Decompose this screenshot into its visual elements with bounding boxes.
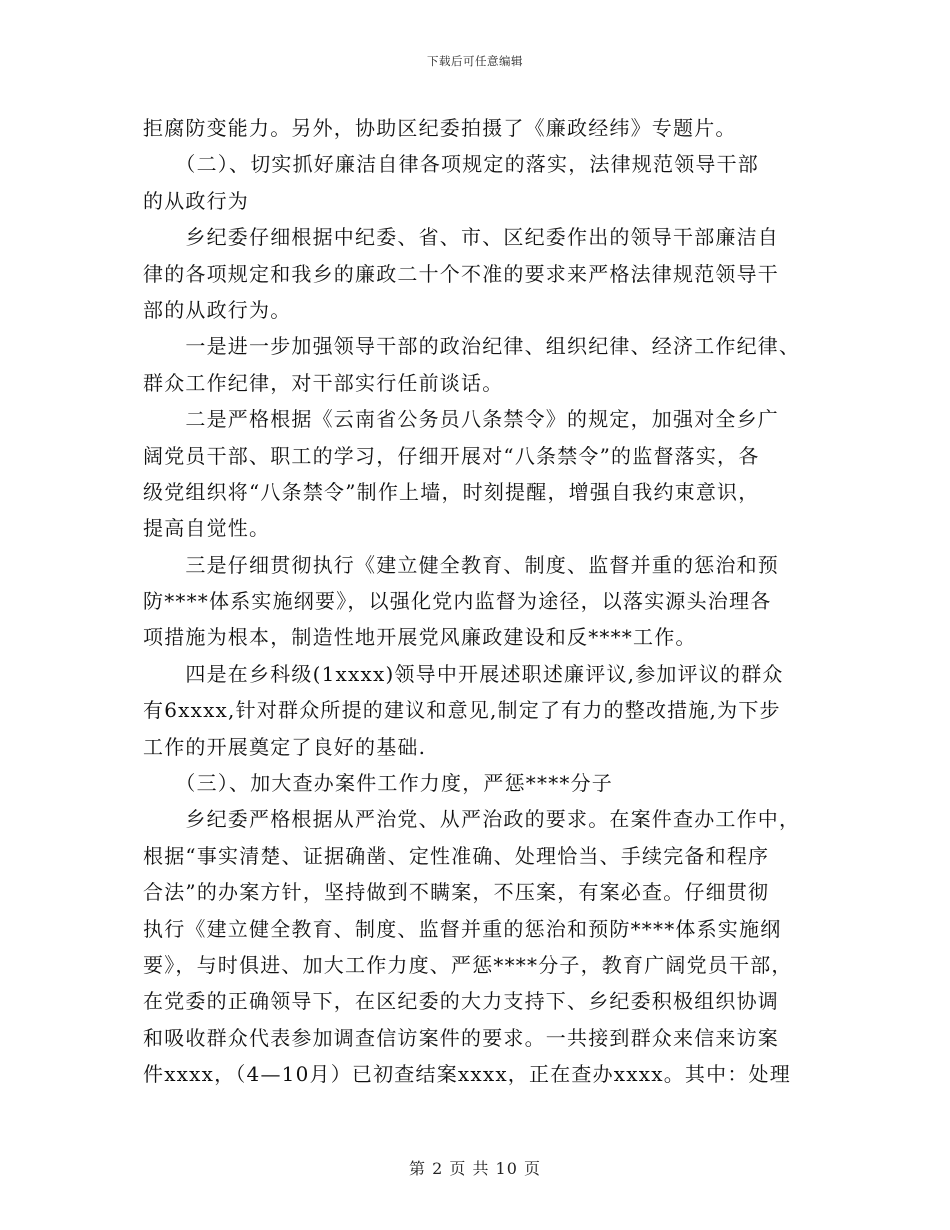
- body-line: 根据“事实清楚、证据确凿、定性准确、处理恰当、手续完备和程序: [143, 843, 770, 868]
- body-line: 乡纪委严格根据从严治党、从严治政的要求。在案件查办工作中，: [143, 807, 801, 832]
- body-line: 阔党员干部、职工的学习，仔细开展对“八条禁令”的监督落实，各: [143, 443, 760, 468]
- body-line: 四是在乡科级(1xxxx)领导中开展述职述廉评议,参加评议的群众: [143, 661, 784, 686]
- body-line: 三是仔细贯彻执行《建立健全教育、制度、监督并重的惩治和预: [143, 552, 779, 577]
- body-line: 工作的开展奠定了良好的基础.: [143, 734, 427, 759]
- body-line: 要》，与时俱进、加大工作力度、严惩****分子，教育广阔党员干部，: [143, 952, 793, 977]
- body-line: 合法”的办案方针，坚持做到不瞒案，不压案，有案必查。仔细贯彻: [143, 880, 770, 905]
- page-header-note: 下载后可任意编辑: [427, 54, 523, 68]
- body-line: 执行《建立健全教育、制度、监督并重的惩治和预防****体系实施纲: [143, 916, 782, 941]
- body-line: 乡纪委仔细根据中纪委、省、市、区纪委作出的领导干部廉洁自: [143, 225, 779, 250]
- body-line: 部的从政行为。: [143, 297, 292, 322]
- body-line: 防****体系实施纲要》，以强化党内监督为途径，以落实源头治理各: [143, 589, 772, 614]
- body-line: 有6xxxx,针对群众所提的建议和意见,制定了有力的整改措施,为下步: [143, 698, 781, 723]
- body-line: （二）、切实抓好廉洁自律各项规定的落实，法律规范领导干部: [143, 152, 759, 177]
- body-line: 二是严格根据《云南省公务员八条禁令》的规定，加强对全乡广: [143, 407, 779, 432]
- body-line: 一是进一步加强领导干部的政治纪律、组织纪律、经济工作纪律、: [143, 334, 801, 359]
- body-line: 拒腐防变能力。另外，协助区纪委拍摄了《廉政经纬》专题片。: [143, 116, 737, 140]
- body-line: 群众工作纪律，对干部实行任前谈话。: [143, 370, 504, 395]
- body-line: 项措施为根本，制造性地开展党风廉政建设和反****工作。: [143, 625, 697, 650]
- body-line: 级党组织将“八条禁令”制作上墙，时刻提醒，增强自我约束意识，: [143, 479, 760, 504]
- body-line: 提高自觉性。: [143, 516, 271, 541]
- body-line: 律的各项规定和我乡的廉政二十个不准的要求来严格法律规范领导干: [143, 261, 779, 286]
- body-line: 在党委的正确领导下，在区纪委的大力支持下、乡纪委积极组织协调: [143, 989, 779, 1014]
- body-line: 件xxxx，（4—10月）已初查结案xxxx，正在查办xxxx。其中：处理: [143, 1062, 791, 1087]
- body-line: 和吸收群众代表参加调查信访案件的要求。一共接到群众来信来访案: [143, 1025, 779, 1050]
- document-body: [143, 110, 808, 1093]
- body-line: （三）、加大查办案件工作力度，严惩****分子: [143, 771, 613, 796]
- page-number-footer: 第 2 页 共 10 页: [409, 1159, 541, 1178]
- body-line: 的从政行为: [143, 188, 249, 213]
